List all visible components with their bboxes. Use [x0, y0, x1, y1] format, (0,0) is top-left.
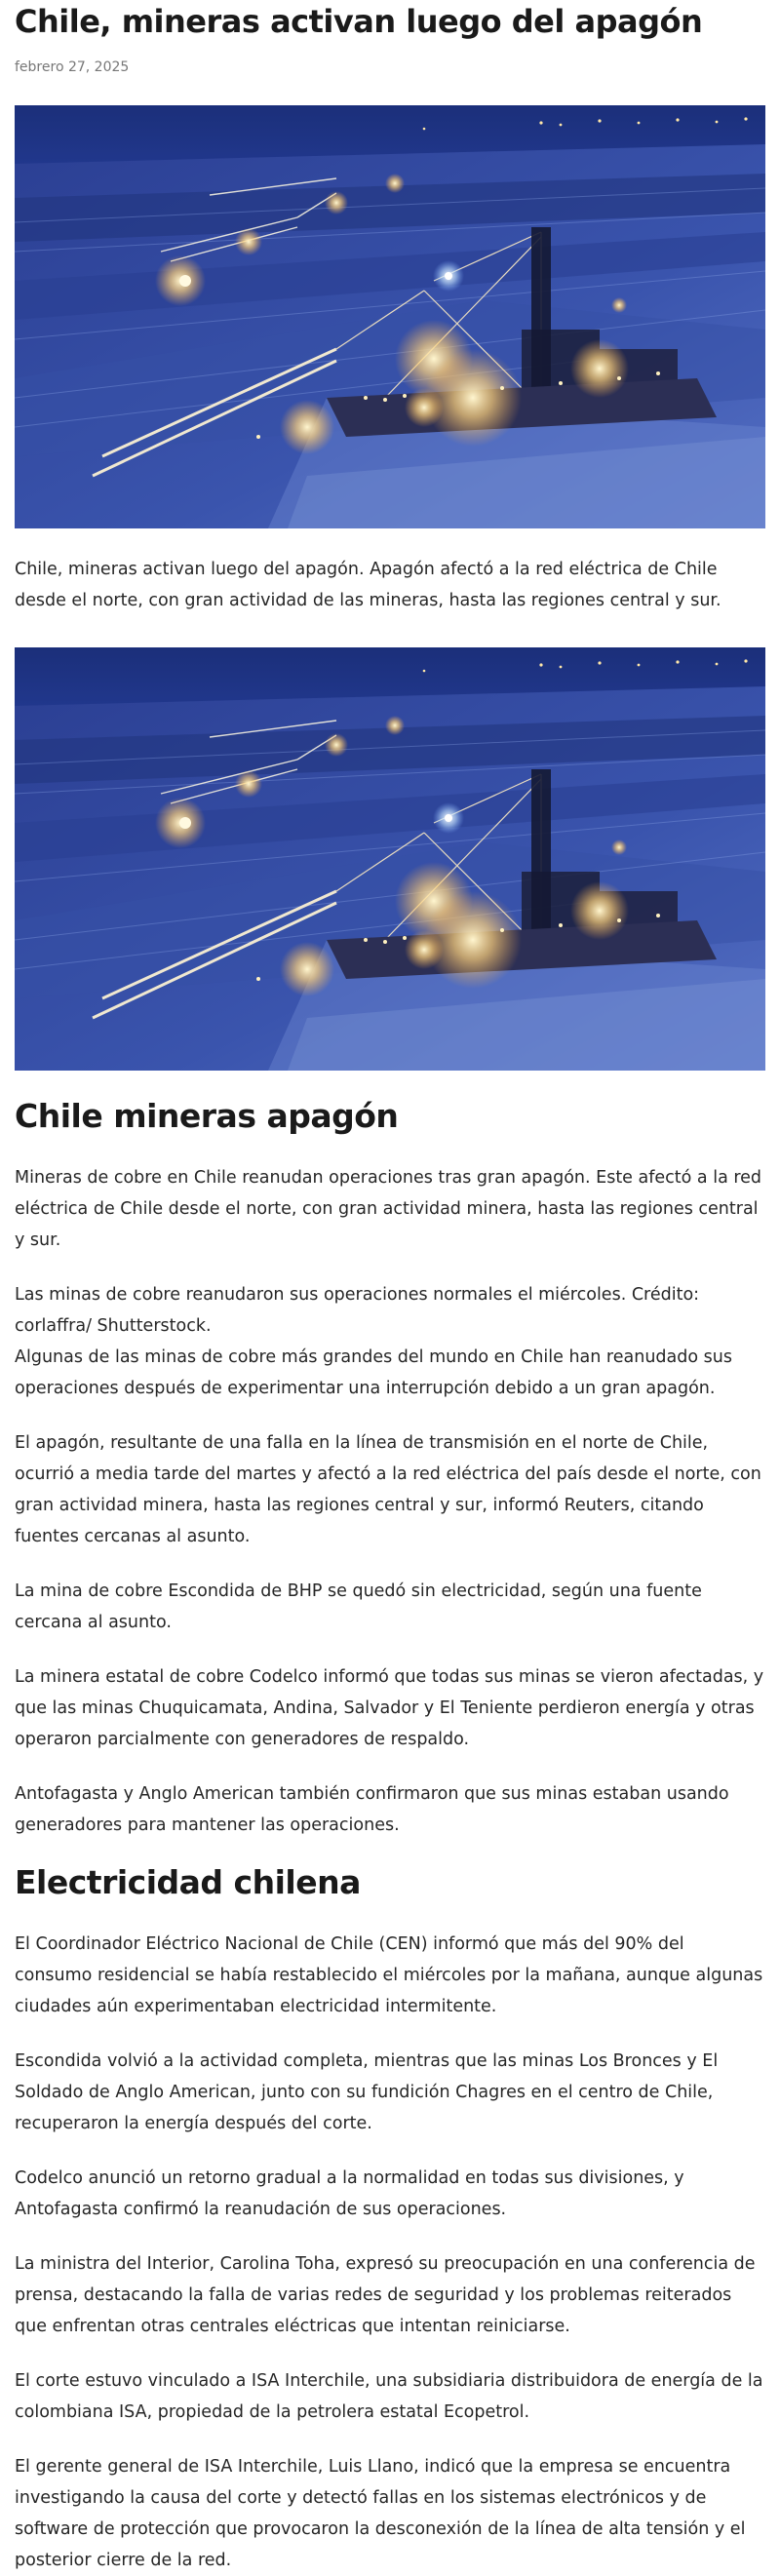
body-paragraph: El Coordinador Eléctrico Nacional de Chile (CEN) informó que más del 90% del consumo residencial se había restablecido el miércoles por la mañana, aunque algunas ciudades aún experimentaban electricidad intermitente. [15, 1934, 763, 2016]
mine-excavator-photo [15, 105, 765, 528]
section-heading-electricidad: Electricidad chilena [15, 1863, 361, 1901]
body-paragraph: La mina de cobre Escondida de BHP se quedó sin electricidad, según una fuente cercana al asunto. [15, 1581, 702, 1632]
section-heading-mineras-apagon: Chile mineras apagón [15, 1097, 399, 1135]
image-credit: Las minas de cobre reanudaron sus operaciones normales el miércoles. Crédito: corlaffra/ Shutterstock. [15, 1285, 700, 1336]
article [0, 2, 780, 2576]
body-paragraph: Codelco anunció un retorno gradual a la normalidad en todas sus divisiones, y Antofagasta confirmó la reanudación de sus operaciones. [15, 2168, 684, 2219]
body-paragraph: Mineras de cobre en Chile reanudan operaciones tras gran apagón. Este afectó a la red eléctrica de Chile desde el norte, con gran actividad minera, hasta las regiones central y sur. [15, 1168, 762, 1250]
body-paragraph: El apagón, resultante de una falla en la línea de transmisión en el norte de Chile, ocurrió a media tarde del martes y afectó a la red eléctrica del país desde el norte, con gran actividad minera, hasta las regiones central y sur, informó Reuters, citando fuentes cercanas al asunto. [15, 1433, 761, 1546]
body-paragraph: Antofagasta y Anglo American también confirmaron que sus minas estaban usando generadores para mantener las operaciones. [15, 1784, 729, 1835]
lead-paragraph: Chile, mineras activan luego del apagón. Apagón afectó a la red eléctrica de Chile desde el norte, con gran actividad de las mineras, hasta las regiones central y sur. [15, 560, 722, 610]
body-paragraph: La minera estatal de cobre Codelco informó que todas sus minas se vieron afectadas, y que las minas Chuquicamata, Andina, Salvador y El Teniente perdieron energía y otras operaron parcialmente con generadores de respaldo. [15, 1667, 764, 1749]
body-paragraph: El corte estuvo vinculado a ISA Interchile, una subsidiaria distribuidora de energía de la colombiana ISA, propiedad de la petrolera estatal Ecopetrol. [15, 2371, 763, 2422]
publish-date: febrero 27, 2025 [15, 59, 130, 75]
body-paragraph: La ministra del Interior, Carolina Toha, expresó su preocupación en una conferencia de prensa, destacando la falla de varias redes de seguridad y los problemas reiterados que enfrentan otras centrales eléctricas que intentan reiniciarse. [15, 2254, 756, 2336]
body-paragraph: Escondida volvió a la actividad completa, mientras que las minas Los Bronces y El Soldado de Anglo American, junto con su fundición Chagres en el centro de Chile, recuperaron la energía después del corte. [15, 2051, 719, 2133]
body-paragraph: El gerente general de ISA Interchile, Luis Llano, indicó que la empresa se encuentra investigando la causa del corte y detectó fallas en los sistemas electrónicos y de software de protección que provocaron la desconexión de la línea de alta tensión y el posterior cierre de la red. [15, 2457, 746, 2570]
body-paragraph: Algunas de las minas de cobre más grandes del mundo en Chile han reanudado sus operaciones después de experimentar una interrupción debido a un gran apagón. [15, 1347, 732, 1398]
article-title: Chile, mineras activan luego del apagón [15, 3, 703, 40]
mine-excavator-photo-2 [15, 647, 765, 1071]
